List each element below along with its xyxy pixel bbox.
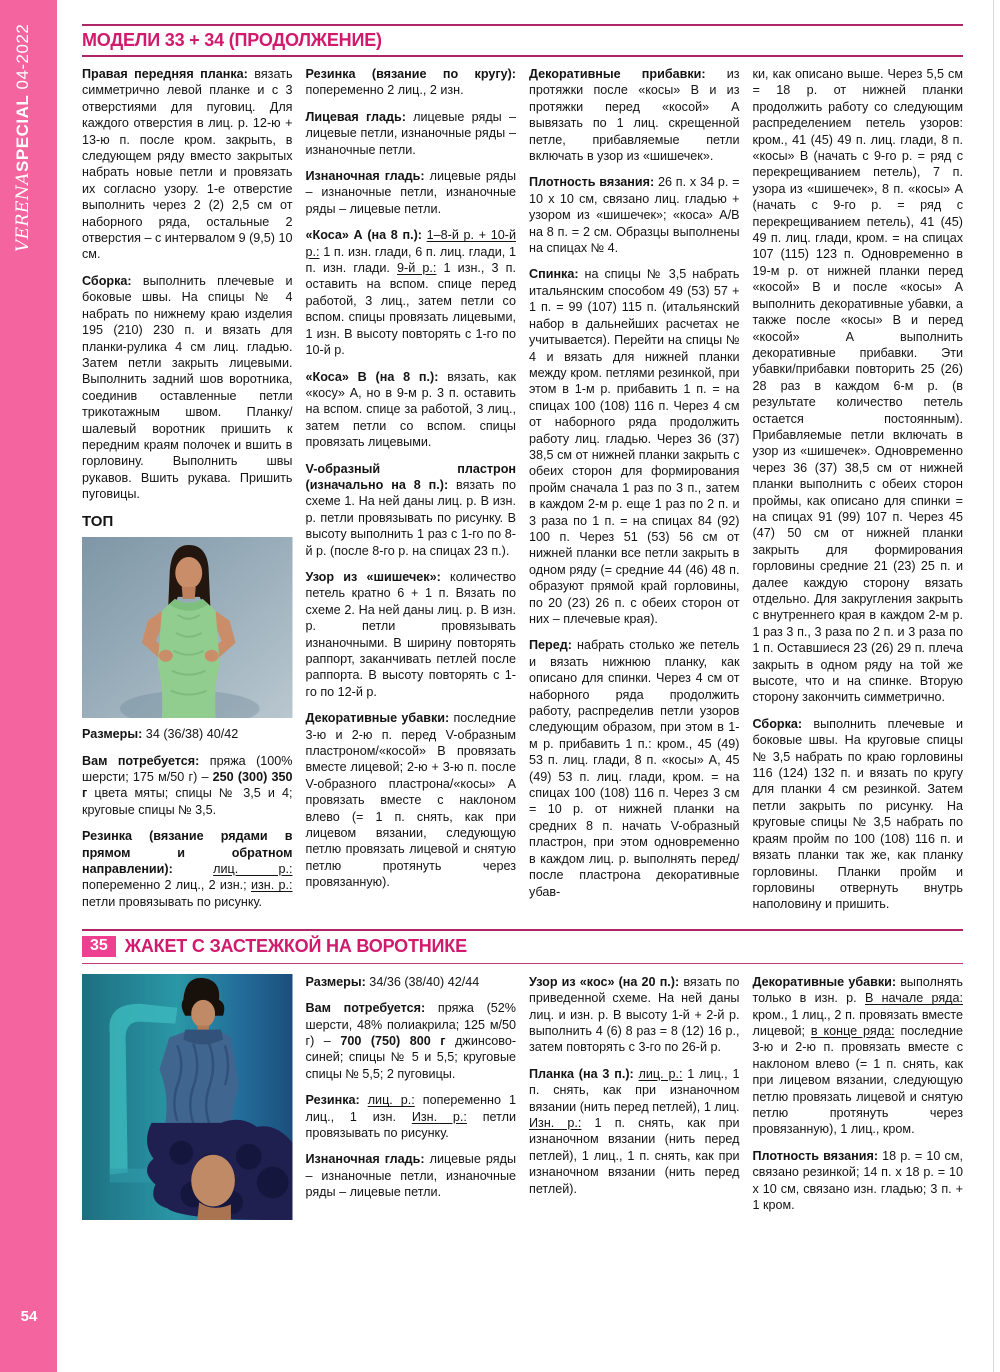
- paragraph: V-образный пластрон (изначально на 8 п.): вязать по схеме 1. На ней даны лиц. р. В изн. р. петли провязывать по рисунку. В высоту выполнить 1 раз с 1-го по 8-й р. (после 8-го р. на спицах 23 п.).: [305, 461, 516, 558]
- paragraph: Вам потребуется: пряжа (100% шерсти; 175 м/50 г) – 250 (300) 350 г цвета мяты; спицы № 3,5 и 4; круговые спицы № 3,5.: [82, 753, 293, 817]
- paragraph-lead: Сборка:: [752, 716, 803, 731]
- paragraph: «Коса» В (на 8 п.): вязать, как «косу» А, но в 9-м р. 3 п. оставить на вспом. спице за работой, 3 лиц., затем петли со вспом. спицы провязать лицевыми.: [305, 369, 516, 450]
- section1-header-band: [82, 24, 963, 57]
- paragraph-lead: Декоративные прибавки:: [529, 67, 706, 81]
- section2-number-badge: 35: [82, 936, 116, 957]
- paragraph: Изнаночная гладь: лицевые ряды – изнаночные петли, изнаночные ряды – лицевые петли.: [305, 1152, 516, 1200]
- paragraph-lead: Планка (на 3 п.):: [529, 1066, 634, 1081]
- model-photo-bottom-art: [82, 974, 293, 1220]
- paragraph-lead: Правая передняя планка:: [82, 67, 248, 81]
- paragraph: Размеры: 34/36 (38/40) 42/44: [305, 974, 480, 989]
- paragraph-lead: Узор из «шишечек»:: [305, 569, 441, 584]
- paragraph-lead: Размеры:: [305, 974, 366, 989]
- paragraph: Декоративные убавки: выполнять только в изн. р. В начале ряда: кром., 1 лиц., 2 п. провязать вместе лицевой; в конце ряда: последние 3-ю и 2-ю п. провязать вместе с наклоном влево (= 1 п. снять, как при лицевом вязании, следующую петлю провязать лицевой и снятую петлю протянуть через провязанную), 1 лиц., кром.: [752, 974, 963, 1137]
- column-1-bottom: [82, 974, 293, 1228]
- column-2: [306, 66, 517, 923]
- column-1-paragraphs-bottom: [82, 726, 293, 910]
- paragraph-lead: Узор из «кос» (на 20 п.):: [529, 974, 680, 989]
- column-2-paragraphs: [306, 66, 517, 891]
- paragraph: Резинка: лиц. р.: попеременно 1 лиц., 1 изн. Изн. р.: петли провязывать по рисунку.: [305, 1093, 517, 1140]
- spine-strip: [0, 0, 57, 1372]
- paragraph: Лицевая гладь: лицевые ряды – лицевые петли, изнаночные ряды – изнаночные петли.: [305, 109, 516, 157]
- paragraph-lead: «Коса» В (на 8 п.):: [305, 369, 439, 384]
- paragraph: Спинка: на спицы № 3,5 набрать итальянским способом 49 (53) 57 + 1 п. = 99 (107) 115 п. (итальянский набор в дальнейших расчетах не учитывается). Перейти на спицы № 4 и вязать для нижней планки между кром. петлями резинкой, при этом в 1-м р. прибавить 1 п. = на спицах 100 (108) 116 п. Через 4 см от наборного ряда продолжить работу лиц. гладью. Через 36 (37) 38,5 см от нижней планки закрыть с обеих сторон для формирования пройм сначала 1 раз по 3 п., затем в каждом 2-м р. еще 1 раз по 2 п. и 3 раза по 1 п. = на спицах 84 (92) 100 п. Через 51 (53) 56 см от нижней планки все петли закрыть в одном ряду (= средние 44 (46) 48 п. образуют прямой край горловины, по 20 (23) 26 п. с обеих сторон от них – плечевые края).: [529, 267, 740, 626]
- paragraph: Изнаночная гладь: лицевые ряды – изнаночные петли, изнаночные ряды – лицевые петли.: [305, 169, 516, 216]
- paragraph-lead: Вам потребуется:: [305, 1001, 426, 1016]
- column-1-paragraphs-top: [82, 66, 293, 503]
- column-1: [82, 66, 293, 923]
- paragraph: Узор из «кос» (на 20 п.): вязать по приведенной схеме. На ней даны лиц. и изн. р. В высоту 1-й + 2-й р. выполнить 4 (6) 8 раз = 8 (12) 16 р., затем повторять с 3-го по 26-й р.: [529, 974, 740, 1055]
- paragraph-lead: Перед:: [529, 638, 572, 653]
- paragraph-lead: V-образный пластрон (изначально на 8 п.):: [305, 461, 516, 492]
- paragraph-lead: Вам потребуется:: [82, 753, 200, 768]
- section1-columns: [82, 66, 963, 923]
- column-2-bottom: [306, 974, 517, 1228]
- page-edge-line: [993, 0, 994, 1372]
- column-3: [529, 66, 740, 923]
- page-content: [82, 0, 963, 1228]
- paragraph: Плотность вязания: 26 п. х 34 р. = 10 х 10 см, связано лиц. гладью + узором из «шишечек»; «коса» А/В на 8 п. = 2 см. Образцы выполнены на спицах № 4.: [529, 175, 740, 256]
- model-photo-top-art: [82, 537, 293, 719]
- top-garment-label: ТОП: [82, 512, 114, 530]
- section2-columns: [82, 974, 963, 1228]
- paragraph: Резинка (вязание по кругу): попеременно 2 лиц., 2 изн.: [305, 67, 516, 98]
- column-4-bottom-paragraphs: [753, 974, 964, 1214]
- page-number: 54: [20, 1308, 38, 1325]
- paragraph: ки, как описано выше. Через 5,5 см = 18 р. от нижней планки продолжить работу со следующим распределением петель узоров: кром., 41 (45) 49 п. лиц. глади, 8 п. «косы» В (начать с 9-го р. = ряд с перекрещиванием петель), 7 п. узора из «шишечек», 8 п. «косы» А (начать с 9-го р. = ряд с перекрещиванием петель), 41 (45) 49 п. лиц. глади, кром. = на спицах 107 (115) 123 п. Одновременно в 19-м р. от нижней планки перед «косой» В и после «косы» А выполнить декоративные убавки, а также после «косы» В и перед «косой» А выполнить декоративные прибавки. Эти убавки/прибавки повторить 25 (26) 28 раз в каждом 6-м р. (в результате количество петель остается постоянным). Прибавляемые петли включать в узор из «шишечек». Одновременно через 36 (37) 38,5 см от нижней планки выполнить с обеих сторон проймы, как описано для спинки = на спицах 91 (99) 107 п. Через 45 (47) 50 см от нижней планки закрыть для формирования горловины средние 21 (23) 25 п. и далее каждую сторону вязать отдельно. Для закругления закрыть с внутреннего края в каждом 2-м р. 1 раз 3 п., 3 раза по 2 п. и 3 раза по 1 п. Оставшиеся 23 (26) 29 п. плеча закрыть в одном ряду на той же высоте, что и на спинке. Вторую сторону закончить симметрично.: [752, 67, 963, 705]
- paragraph-lead: Резинка:: [305, 1093, 360, 1108]
- spine-label: [13, 23, 33, 252]
- paragraph-lead: Декоративные убавки:: [752, 974, 897, 989]
- section2-title: ЖАКЕТ С ЗАСТЕЖКОЙ НА ВОРОТНИКЕ: [124, 935, 467, 956]
- paragraph-lead: Резинка (вязание по кругу):: [305, 67, 516, 81]
- paragraph: Вам потребуется: пряжа (52% шерсти, 48% полиакрила; 125 м/50 г) – 700 (750) 800 г джинсово-синей; спицы № 5 и 5,5; круговые спицы № 5,5; 2 пуговицы.: [305, 1001, 517, 1081]
- section2-header-band: [82, 929, 963, 964]
- paragraph: Декоративные убавки: последние 3-ю и 2-ю п. перед V-образным пластроном/«косой» В провязать вместе лицевой; 2-ю + 3-ю п. после V-образного пластрона/«косы» А провязать вместе с наклоном влево (= 1 п. снять, как при лицевом вязании, следующую петлю провязать лицевой и снятую петлю протянуть через провязанную).: [305, 711, 516, 890]
- column-3-paragraphs: [529, 66, 740, 900]
- paragraph: «Коса» А (на 8 п.): 1–8-й р. + 10-й р.: 1 п. изн. глади, 6 п. лиц. глади, 1 п. изн. глади. 9-й р.: 1 изн., 3 п. оставить на вспом. спице перед работой, 3 лиц., затем петли со вспом. спицы провязать лицевыми, 1 изн. В высоту повторять с 1-го по 10-й р.: [305, 228, 517, 358]
- column-4: [753, 66, 964, 923]
- paragraph-lead: Лицевая гладь:: [305, 109, 406, 124]
- model-photo-top: [82, 537, 293, 719]
- paragraph: Перед: набрать столько же петель и вязать нижнюю планку, как описано для спинки. Через 4 см от наборного ряда продолжить работу, распределив петли узоров следующим образом, при этом в 1-м р. прибавить 1 п.: кром., 45 (49) 53 п. лиц. глади, 8 п. «косы» А, 45 (49) 53 п. лиц. глади, кром. = на спицах 100 (108) 116 п. Через 3 см = 10 р. от нижней планки на средних 8 п. начать V-образный пластрон, при этом одновременно в каждом лиц. р. выполнять перед/после пластрона декоративные убав-: [529, 638, 740, 899]
- column-4-bottom: [753, 974, 964, 1228]
- paragraph-lead: Изнаночная гладь:: [305, 169, 425, 184]
- paragraph: Планка (на 3 п.): лиц. р.: 1 лиц., 1 п. снять, как при изнаночном вязании (нить перед петлей), 1 лиц. Изн. р.: 1 п. снять, как при изнаночном вязании (нить перед петлей), 1 лиц., 1 п. снять, как при изнаночном вязании (нить перед петлей).: [529, 1066, 740, 1196]
- paragraph-lead: Сборка:: [82, 273, 132, 288]
- paragraph-lead: Спинка:: [529, 267, 579, 282]
- paragraph: Резинка (вязание рядами в прямом и обратном направлении): лиц. р.: попеременно 2 лиц., 2 изн.; изн. р.: петли провязывать по рисунку.: [82, 829, 293, 909]
- magazine-issue: 04-2022: [13, 23, 32, 90]
- column-2-bottom-paragraphs: [306, 974, 517, 1201]
- paragraph-lead: «Коса» А (на 8 п.):: [305, 228, 422, 243]
- paragraph: Сборка: выполнить плечевые и боковые швы. На спицы № 4 набрать по нижнему краю изделия 195 (210) 230 п. и вязать для планки-рулика 4 см лиц. гладью. Затем петли закрыть лицевыми. Выполнить задний шов воротника, соединив оставленные петли трикотажным швом. Планку/шалевый воротник пришить к передним краям полочек и вшить в горловину. Выполнить швы рукавов. Вшить рукава. Пришить пуговицы.: [82, 273, 293, 502]
- paragraph: Плотность вязания: 18 р. = 10 см, связано резинкой; 14 п. х 18 р. = 10 х 10 см, связано изн. гладью; 3 п. + 1 кром.: [752, 1148, 963, 1212]
- paragraph-lead: Размеры:: [82, 727, 143, 742]
- model-photo-bottom: [82, 974, 293, 1220]
- column-4-paragraphs: [753, 66, 964, 913]
- column-3-bottom: [529, 974, 740, 1228]
- paragraph-lead: Резинка (вязание рядами в прямом и обратном направлении):: [82, 829, 293, 876]
- paragraph-lead: Декоративные убавки:: [305, 711, 450, 726]
- paragraph-lead: Изнаночная гладь:: [305, 1152, 425, 1167]
- paragraph: Декоративные прибавки: из протяжки после «косы» В и из протяжки перед «косой» А вывязать по 1 лиц. скрещенной петле, прибавляемые петли включать в узор из «шишечек».: [529, 67, 740, 164]
- section1-title: МОДЕЛИ 33 + 34 (ПРОДОЛЖЕНИЕ): [82, 30, 382, 50]
- column-3-bottom-paragraphs: [529, 974, 740, 1197]
- magazine-special: SPECIAL: [13, 94, 32, 172]
- paragraph-lead: Плотность вязания:: [752, 1148, 879, 1163]
- paragraph: Размеры: 34 (36/38) 40/42: [82, 727, 239, 742]
- paragraph: Сборка: выполнить плечевые и боковые швы. На круговые спицы № 3,5 набрать по краю горловины 116 (124) 132 п. и вязать по кругу для планки 4 см резинкой. Затем петли закрыть по рисунку. На круговые спицы № 3,5 набрать по краям пройм по 100 (108) 116 п. и вязать планки так же, как планку горловины. Планки пройм и горловины отвернуть внутрь наполовину и пришить.: [752, 716, 963, 912]
- paragraph: Правая передняя планка: вязать симметрично левой планке и с 3 отверстиями для пуговиц. Для каждого отверстия в лиц. р. 12-ю + 13-ю п. после кром. закрыть, в следующем ряду вместо закрытых набрать новые петли и провязать их согласно узору. 1-е отверстие выполнить через 2 (2) 2,5 см от наборного ряда, остальные 2 отверстия – с интервалом 9 (9,5) 10 см.: [82, 67, 293, 262]
- paragraph-lead: Плотность вязания:: [529, 175, 655, 190]
- magazine-brand: VERENA: [13, 171, 33, 252]
- paragraph: Узор из «шишечек»: количество петель кратно 6 + 1 п. Вязать по схеме 2. На ней даны лиц. р. В изн. р. петли провязывать изнаночными. В ширину повторять раппорт, заканчивать петлей после раппорта. В высоту повторять с 1-го по 12-й р.: [305, 569, 516, 699]
